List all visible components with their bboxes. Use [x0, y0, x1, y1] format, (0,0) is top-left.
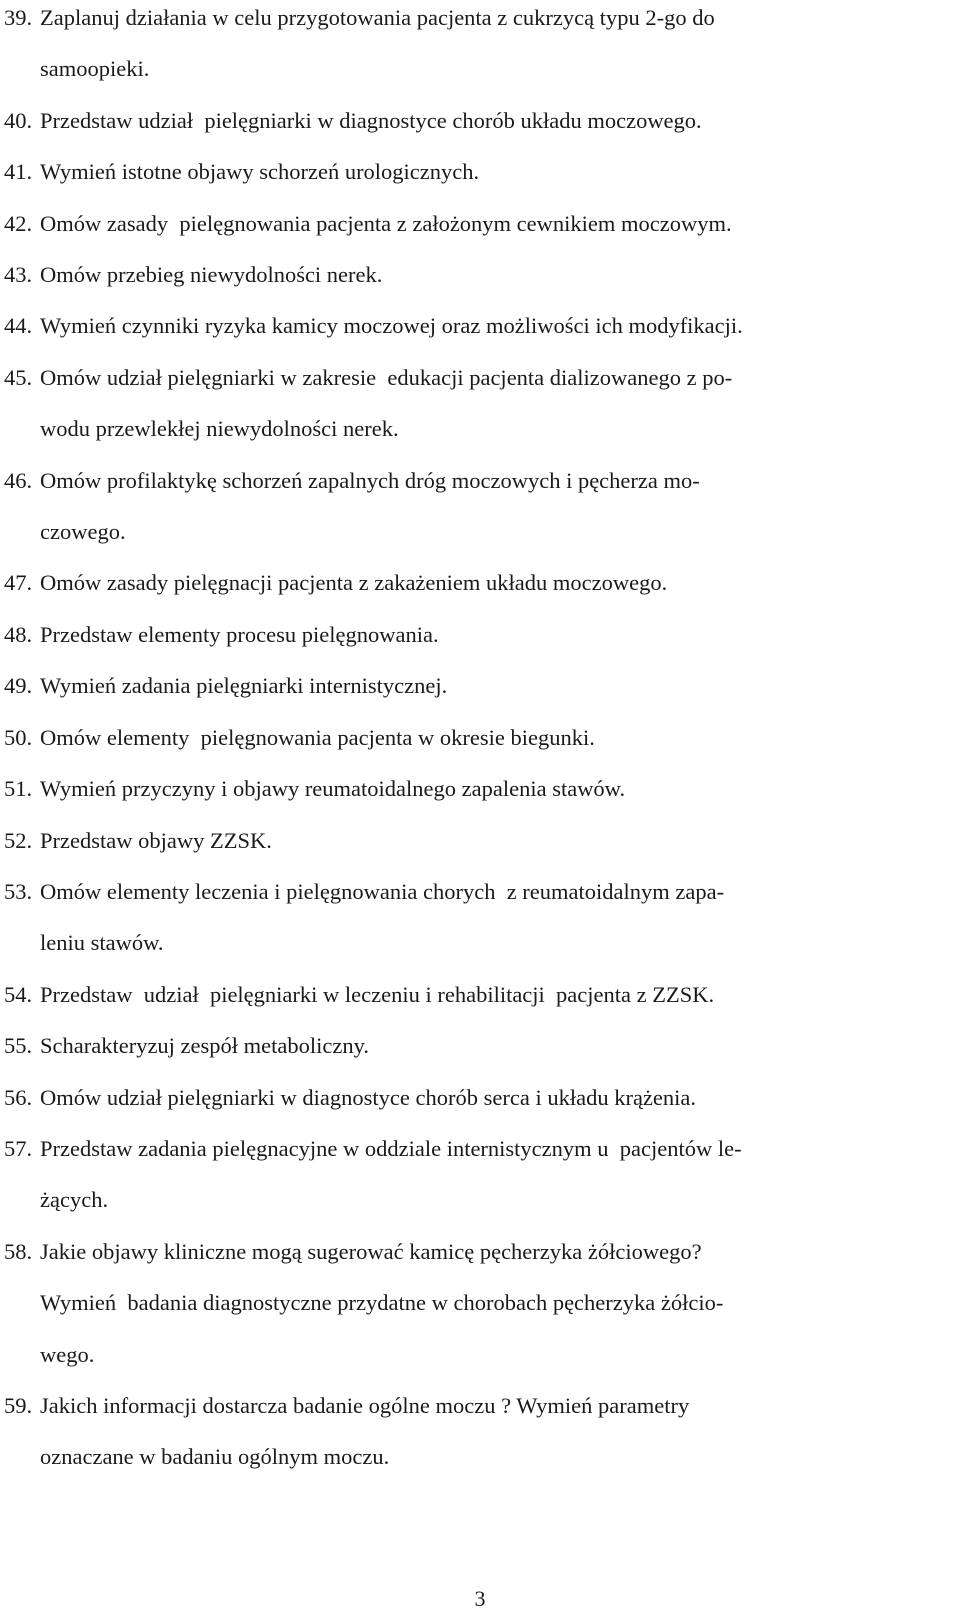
question-text-line: Jakie objawy kliniczne mogą sugerować kamicę pęcherzyka żółciowego? — [40, 1238, 702, 1264]
question-text-line: Omów przebieg niewydolności nerek. — [40, 262, 383, 288]
question-text-line: Przedstaw udział pielęgniarki w leczeniu i rehabilitacji pacjenta z ZZSK. — [40, 981, 715, 1007]
question-text — [40, 609, 944, 660]
question-item — [4, 1226, 944, 1380]
question-text — [40, 557, 944, 608]
question-text — [40, 0, 944, 95]
question-number: 59. — [4, 1392, 33, 1418]
question-item — [4, 969, 944, 1020]
question-number: 52. — [4, 827, 33, 853]
question-text-line: Przedstaw zadania pielęgnacyjne w oddziale internistycznym u pacjentów le- — [40, 1135, 742, 1161]
question-item — [4, 300, 944, 351]
question-number: 44. — [4, 313, 33, 339]
question-number: 56. — [4, 1084, 33, 1110]
question-text — [40, 969, 944, 1020]
question-text — [40, 1226, 944, 1380]
question-number: 39. — [4, 5, 33, 30]
question-text-line: Wymień istotne objawy schorzeń urologicznych. — [40, 159, 480, 185]
question-text — [40, 249, 944, 300]
question-text — [40, 1123, 944, 1226]
question-item — [4, 146, 944, 197]
question-item — [4, 815, 944, 866]
question-number: 50. — [4, 724, 33, 750]
question-text-line: Przedstaw objawy ZZSK. — [40, 827, 272, 853]
question-text — [40, 146, 944, 197]
question-item — [4, 866, 944, 969]
question-text — [40, 712, 944, 763]
page-number: 3 — [474, 1586, 486, 1611]
question-text — [40, 95, 944, 146]
question-number: 43. — [4, 262, 33, 288]
question-number: 54. — [4, 981, 33, 1007]
question-text-line: Zaplanuj działania w celu przygotowania pacjenta z cukrzycą typu 2-go do — [40, 5, 715, 30]
question-item — [4, 198, 944, 249]
question-item — [4, 660, 944, 711]
question-text — [40, 198, 944, 249]
question-text-line: Omów zasady pielęgnowania pacjenta z założonym cewnikiem moczowym. — [40, 210, 732, 236]
question-number: 51. — [4, 776, 33, 802]
question-number: 55. — [4, 1033, 33, 1059]
question-item — [4, 1020, 944, 1071]
question-text — [40, 1380, 944, 1483]
question-text — [40, 300, 944, 351]
question-number: 41. — [4, 159, 33, 185]
question-item — [4, 0, 944, 95]
question-item — [4, 95, 944, 146]
question-number: 58. — [4, 1238, 33, 1264]
question-number: 57. — [4, 1135, 33, 1161]
question-text — [40, 1020, 944, 1071]
question-text — [40, 660, 944, 711]
question-text — [40, 763, 944, 814]
question-item — [4, 712, 944, 763]
question-number: 49. — [4, 673, 33, 699]
question-item — [4, 609, 944, 660]
question-number: 46. — [4, 467, 33, 493]
question-text-line: oznaczane w badaniu ogólnym moczu. — [40, 1444, 390, 1470]
question-text-line: Jakich informacji dostarcza badanie ogólne moczu ? Wymień parametry — [40, 1392, 690, 1418]
question-item — [4, 249, 944, 300]
question-item — [4, 352, 944, 455]
question-text-line: Wymień czynniki ryzyka kamicy moczowej oraz możliwości ich modyfikacji. — [40, 313, 743, 339]
question-text-line: żących. — [40, 1187, 109, 1213]
question-text-line: wego. — [40, 1341, 95, 1367]
question-text-line: czowego. — [40, 519, 126, 545]
question-text-line: Przedstaw udział pielęgniarki w diagnostyce chorób układu moczowego. — [40, 107, 702, 133]
question-text — [40, 1072, 944, 1123]
question-text-line: Omów profilaktykę schorzeń zapalnych dróg moczowych i pęcherza mo- — [40, 467, 700, 493]
question-number: 47. — [4, 570, 33, 596]
question-text — [40, 455, 944, 558]
question-text-line: Omów zasady pielęgnacji pacjenta z zakażeniem układu moczowego. — [40, 570, 668, 596]
question-text-line: Scharakteryzuj zespół metaboliczny. — [40, 1033, 370, 1059]
question-item — [4, 1380, 944, 1483]
question-text-line: Omów udział pielęgniarki w zakresie edukacji pacjenta dializowanego z po- — [40, 364, 733, 390]
question-text-line: Omów elementy pielęgnowania pacjenta w okresie biegunki. — [40, 724, 595, 750]
question-number: 42. — [4, 210, 33, 236]
question-text — [40, 866, 944, 969]
question-text — [40, 352, 944, 455]
question-item — [4, 763, 944, 814]
question-text-line: Wymień przyczyny i objawy reumatoidalnego zapalenia stawów. — [40, 776, 626, 802]
question-item — [4, 1072, 944, 1123]
question-number: 53. — [4, 878, 33, 904]
question-number: 45. — [4, 364, 33, 390]
question-item — [4, 455, 944, 558]
question-item — [4, 1123, 944, 1226]
question-text-line: Wymień zadania pielęgniarki internistycznej. — [40, 673, 448, 699]
question-text-line: Omów udział pielęgniarki w diagnostyce chorób serca i układu krążenia. — [40, 1084, 697, 1110]
question-number: 48. — [4, 621, 33, 647]
question-text-line: Wymień badania diagnostyczne przydatne w chorobach pęcherzyka żółcio- — [40, 1290, 724, 1316]
question-item — [4, 557, 944, 608]
question-text — [40, 815, 944, 866]
question-text-line: leniu stawów. — [40, 930, 164, 956]
question-text-line: wodu przewlekłej niewydolności nerek. — [40, 416, 399, 442]
question-text-line: samoopieki. — [40, 56, 150, 82]
question-text-line: Omów elementy leczenia i pielęgnowania chorych z reumatoidalnym zapa- — [40, 878, 725, 904]
question-text-line: Przedstaw elementy procesu pielęgnowania. — [40, 621, 439, 647]
question-number: 40. — [4, 107, 33, 133]
question-list — [4, 0, 944, 1483]
